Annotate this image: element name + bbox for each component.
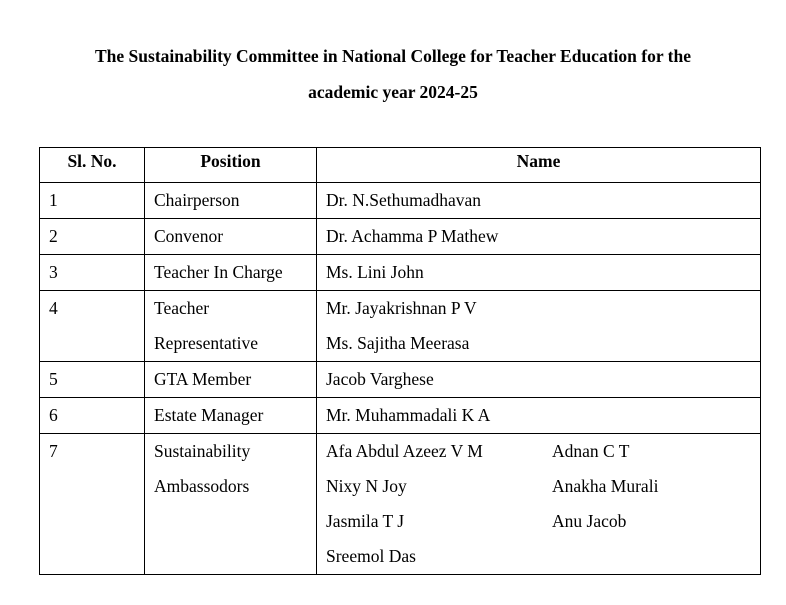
member-name: Nixy N Joy <box>326 476 407 496</box>
position-text: Chairperson <box>154 190 240 210</box>
ambassador-name-pair <box>326 469 751 504</box>
member-name: Ms. Lini John <box>326 262 424 282</box>
ambassador-name-pair <box>326 434 751 469</box>
name-cell <box>317 434 761 575</box>
member-name: Mr. Muhammadali K A <box>326 405 491 425</box>
sl-no-cell: 4 <box>40 291 145 362</box>
table-row <box>40 183 761 219</box>
table-row <box>40 362 761 398</box>
sl-no-cell: 7 <box>40 434 145 575</box>
position-cell <box>145 291 317 362</box>
member-name: Jacob Varghese <box>326 369 434 389</box>
header-sl-no: Sl. No. <box>40 148 145 183</box>
sl-no-cell: 3 <box>40 255 145 291</box>
position-text: Ambassodors <box>154 476 250 496</box>
position-cell <box>145 255 317 291</box>
position-text: Sustainability <box>154 441 251 461</box>
header-name: Name <box>317 148 761 183</box>
name-cell <box>317 219 761 255</box>
table-row <box>40 434 761 575</box>
table-row <box>40 255 761 291</box>
table-row <box>40 398 761 434</box>
name-cell <box>317 183 761 219</box>
member-name: Anakha Murali <box>552 476 659 496</box>
position-cell <box>145 219 317 255</box>
document-title-line-2: academic year 2024-25 <box>308 82 478 102</box>
table-row <box>40 219 761 255</box>
name-cell <box>317 362 761 398</box>
name-cell <box>317 291 761 362</box>
member-name: Adnan C T <box>552 441 630 461</box>
ambassador-name-pair <box>326 539 751 574</box>
position-cell <box>145 398 317 434</box>
position-cell <box>145 183 317 219</box>
committee-table <box>39 147 761 575</box>
ambassador-name-pair <box>326 504 751 539</box>
header-position: Position <box>145 148 317 183</box>
sl-no-cell: 5 <box>40 362 145 398</box>
position-text: Teacher <box>154 298 210 318</box>
sl-no-cell: 1 <box>40 183 145 219</box>
member-name: Mr. Jayakrishnan P V <box>326 298 477 318</box>
position-text: Convenor <box>154 226 224 246</box>
document-title-line-1: The Sustainability Committee in National College for Teacher Education for the <box>95 46 691 66</box>
member-name: Anu Jacob <box>552 511 627 531</box>
sl-no-cell: 2 <box>40 219 145 255</box>
position-text: Teacher In Charge <box>154 262 283 282</box>
position-cell <box>145 434 317 575</box>
member-name: Jasmila T J <box>326 511 405 531</box>
sl-no-cell: 6 <box>40 398 145 434</box>
member-name: Afa Abdul Azeez V M <box>326 441 483 461</box>
name-cell <box>317 255 761 291</box>
position-text: Estate Manager <box>154 405 264 425</box>
table-header-row <box>40 148 761 183</box>
member-name: Dr. N.Sethumadhavan <box>326 190 482 210</box>
name-cell <box>317 398 761 434</box>
position-text: Representative <box>154 333 258 353</box>
member-name: Dr. Achamma P Mathew <box>326 226 499 246</box>
position-text: GTA Member <box>154 369 252 389</box>
member-name: Sreemol Das <box>326 546 416 566</box>
position-cell <box>145 362 317 398</box>
member-name: Ms. Sajitha Meerasa <box>326 333 470 353</box>
table-row <box>40 291 761 362</box>
